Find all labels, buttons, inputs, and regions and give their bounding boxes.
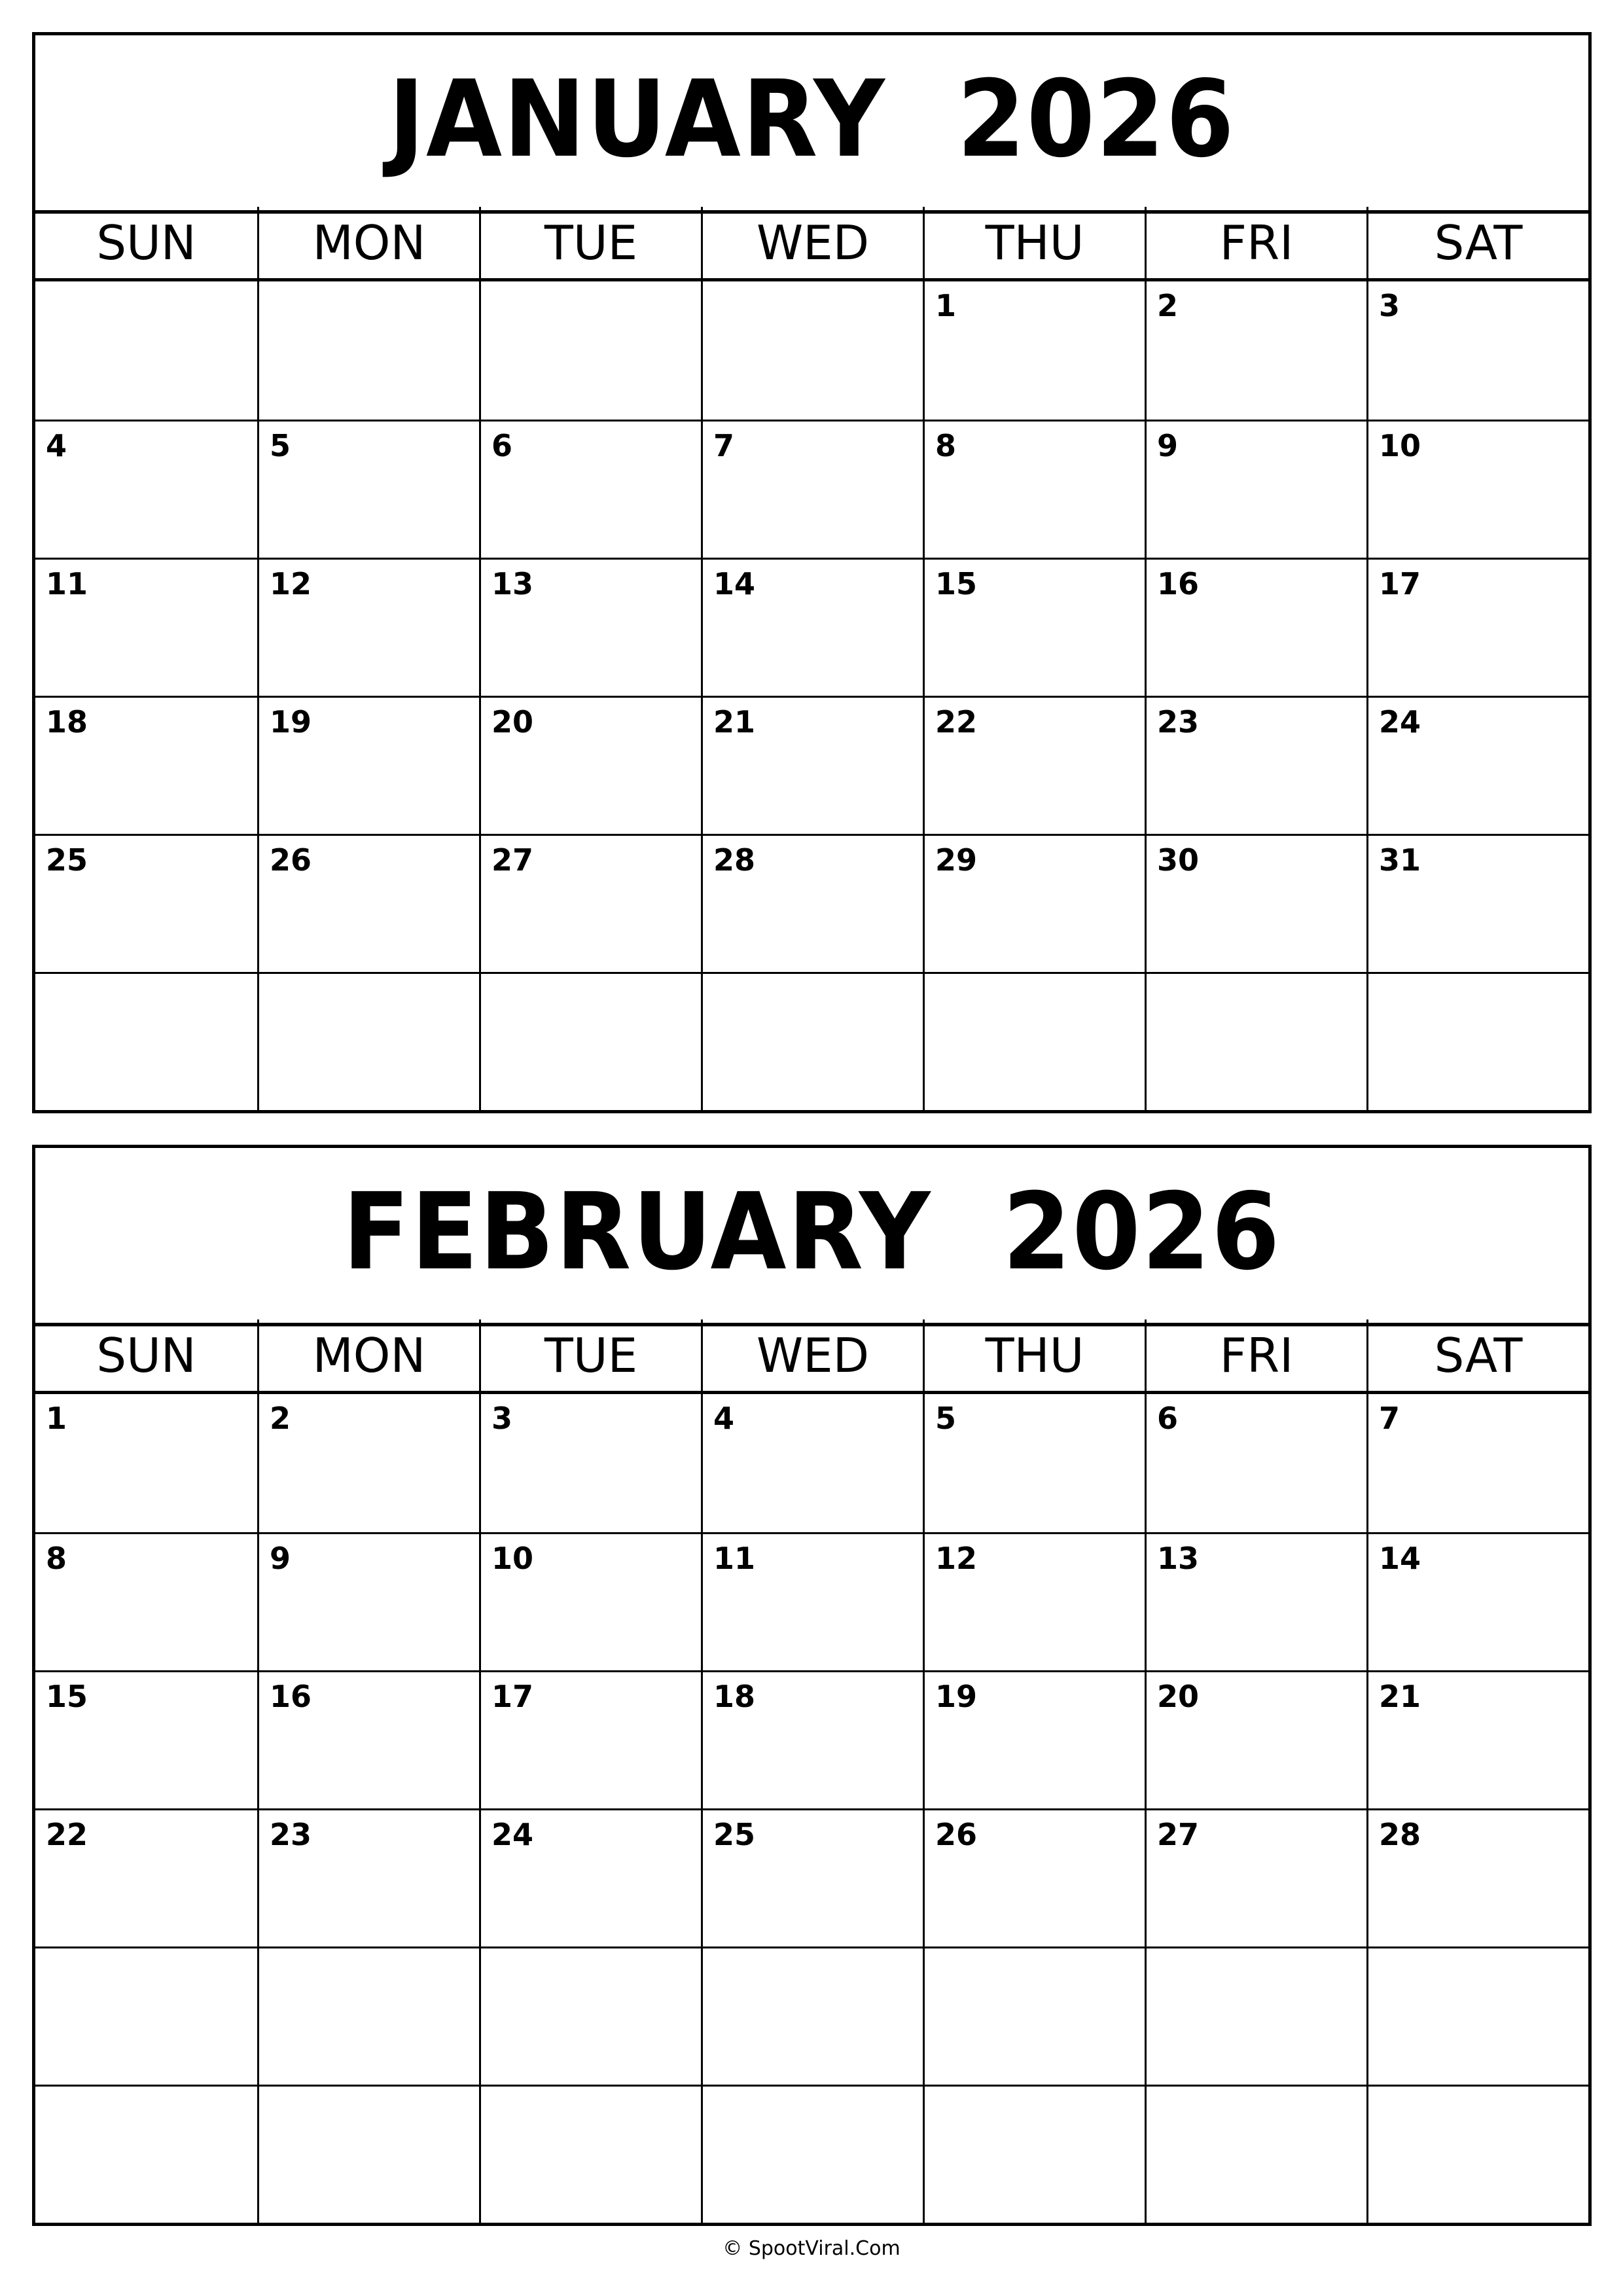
day-cell — [1145, 696, 1366, 834]
day-cell — [257, 834, 479, 972]
day-number: 31 — [1379, 842, 1421, 878]
day-cell — [35, 1394, 257, 1532]
day-cell — [701, 1808, 923, 1946]
day-number: 18 — [46, 704, 88, 740]
day-cell — [257, 420, 479, 558]
day-cell — [923, 420, 1145, 558]
day-number: 7 — [713, 428, 735, 463]
day-cell — [1145, 281, 1366, 420]
day-number: 11 — [713, 1541, 756, 1576]
day-number: 28 — [713, 842, 756, 878]
day-number: 6 — [1157, 1401, 1179, 1436]
day-cell — [35, 2085, 257, 2223]
day-cell — [1366, 1808, 1588, 1946]
day-number: 21 — [1379, 1679, 1421, 1714]
weekday-fri: FRI — [1145, 1319, 1366, 1391]
month-title: JANUARY 2026 — [35, 29, 1588, 214]
weekday-tue: TUE — [479, 1319, 701, 1391]
day-cell — [1145, 1808, 1366, 1946]
day-cell — [257, 281, 479, 420]
day-cell — [1145, 1394, 1366, 1532]
day-cell — [35, 281, 257, 420]
day-cell — [923, 972, 1145, 1110]
month-title: FEBRUARY 2026 — [35, 1141, 1588, 1327]
day-number: 2 — [1157, 288, 1179, 323]
day-number: 27 — [1157, 1817, 1200, 1852]
day-cell — [1145, 2085, 1366, 2223]
day-cell — [35, 558, 257, 696]
day-cell — [701, 1946, 923, 2085]
day-cell — [701, 558, 923, 696]
day-number: 29 — [935, 842, 978, 878]
day-number: 7 — [1379, 1401, 1400, 1436]
day-number: 4 — [46, 428, 67, 463]
day-cell — [1366, 1946, 1588, 2085]
day-number: 27 — [491, 842, 534, 878]
day-number: 17 — [1379, 566, 1421, 601]
day-cell — [923, 696, 1145, 834]
day-number: 23 — [1157, 704, 1200, 740]
day-cell — [1366, 1532, 1588, 1670]
day-number: 8 — [46, 1541, 67, 1576]
day-cell — [1145, 1946, 1366, 2085]
day-number: 19 — [270, 704, 312, 740]
weekday-wed: WED — [701, 1319, 923, 1391]
day-cell — [701, 1670, 923, 1808]
day-grid — [35, 1394, 1588, 2223]
day-number: 2 — [270, 1401, 291, 1436]
day-number: 13 — [491, 566, 534, 601]
day-cell — [1366, 281, 1588, 420]
day-cell — [1145, 972, 1366, 1110]
day-number: 16 — [270, 1679, 312, 1714]
day-cell — [35, 1946, 257, 2085]
day-cell — [923, 281, 1145, 420]
day-number: 22 — [935, 704, 978, 740]
day-number: 26 — [935, 1817, 978, 1852]
day-number: 15 — [46, 1679, 88, 1714]
day-number: 24 — [491, 1817, 534, 1852]
day-cell — [923, 558, 1145, 696]
day-number: 14 — [1379, 1541, 1421, 1576]
day-cell — [479, 1808, 701, 1946]
day-cell — [701, 420, 923, 558]
day-cell — [257, 1808, 479, 1946]
weekday-thu: THU — [923, 207, 1145, 278]
day-cell — [923, 2085, 1145, 2223]
copyright-footer: © SpootViral.Com — [722, 2237, 901, 2260]
day-cell — [35, 834, 257, 972]
day-number: 19 — [935, 1679, 978, 1714]
day-number: 20 — [1157, 1679, 1200, 1714]
day-cell — [923, 1946, 1145, 2085]
day-number: 1 — [46, 1401, 67, 1436]
day-number: 9 — [270, 1541, 291, 1576]
day-cell — [257, 558, 479, 696]
month-calendar-february — [32, 1145, 1592, 2226]
day-number: 17 — [491, 1679, 534, 1714]
day-number: 5 — [270, 428, 291, 463]
day-number: 10 — [1379, 428, 1421, 463]
day-number: 4 — [713, 1401, 735, 1436]
day-number: 11 — [46, 566, 88, 601]
day-cell — [479, 834, 701, 972]
day-cell — [35, 1808, 257, 1946]
day-cell — [701, 972, 923, 1110]
day-number: 1 — [935, 288, 957, 323]
day-cell — [923, 834, 1145, 972]
day-number: 9 — [1157, 428, 1179, 463]
day-cell — [701, 696, 923, 834]
day-cell — [923, 1532, 1145, 1670]
weekday-sun: SUN — [96, 1327, 196, 1383]
day-cell — [479, 1946, 701, 2085]
day-number: 26 — [270, 842, 312, 878]
day-number: 18 — [713, 1679, 756, 1714]
weekday-sun: SUN — [96, 215, 196, 270]
day-number: 28 — [1379, 1817, 1421, 1852]
day-cell — [479, 696, 701, 834]
day-number: 13 — [1157, 1541, 1200, 1576]
day-cell — [257, 1946, 479, 2085]
day-cell — [479, 1532, 701, 1670]
day-cell — [701, 1532, 923, 1670]
day-number: 5 — [935, 1401, 957, 1436]
day-number: 30 — [1157, 842, 1200, 878]
day-cell — [1366, 1394, 1588, 1532]
day-number: 3 — [491, 1401, 513, 1436]
day-cell — [257, 1532, 479, 1670]
day-cell — [923, 1670, 1145, 1808]
day-number: 3 — [1379, 288, 1400, 323]
day-cell — [1366, 558, 1588, 696]
day-cell — [1366, 696, 1588, 834]
day-cell — [479, 1670, 701, 1808]
day-cell — [701, 281, 923, 420]
day-cell — [1366, 2085, 1588, 2223]
day-number: 12 — [270, 566, 312, 601]
day-cell — [1366, 420, 1588, 558]
day-number: 6 — [491, 428, 513, 463]
day-cell — [1366, 1670, 1588, 1808]
day-cell — [35, 1670, 257, 1808]
day-cell — [257, 2085, 479, 2223]
day-number: 10 — [491, 1541, 534, 1576]
day-cell — [257, 696, 479, 834]
day-number: 25 — [713, 1817, 756, 1852]
day-cell — [479, 1394, 701, 1532]
day-cell — [257, 1670, 479, 1808]
weekday-fri: FRI — [1145, 207, 1366, 278]
day-cell — [479, 281, 701, 420]
day-cell — [923, 1394, 1145, 1532]
day-number: 15 — [935, 566, 978, 601]
weekday-mon: MON — [257, 207, 479, 278]
month-calendar-january — [32, 32, 1592, 1113]
day-cell — [1145, 1532, 1366, 1670]
day-number: 14 — [713, 566, 756, 601]
day-number: 8 — [935, 428, 957, 463]
weekday-thu: THU — [923, 1319, 1145, 1391]
day-cell — [701, 834, 923, 972]
weekday-header-row — [35, 207, 1588, 281]
day-cell — [257, 972, 479, 1110]
day-number: 21 — [713, 704, 756, 740]
day-number: 20 — [491, 704, 534, 740]
day-cell — [923, 1808, 1145, 1946]
day-cell — [1145, 558, 1366, 696]
day-cell — [479, 420, 701, 558]
day-cell — [1366, 972, 1588, 1110]
day-number: 12 — [935, 1541, 978, 1576]
day-number: 25 — [46, 842, 88, 878]
day-cell — [35, 420, 257, 558]
weekday-sat: SAT — [1366, 1319, 1588, 1391]
day-number: 23 — [270, 1817, 312, 1852]
day-number: 16 — [1157, 566, 1200, 601]
day-cell — [479, 2085, 701, 2223]
day-cell — [479, 558, 701, 696]
day-grid — [35, 281, 1588, 1110]
weekday-mon: MON — [257, 1319, 479, 1391]
day-cell — [1145, 834, 1366, 972]
day-cell — [479, 972, 701, 1110]
weekday-wed: WED — [701, 207, 923, 278]
weekday-tue: TUE — [479, 207, 701, 278]
weekday-header-row — [35, 1319, 1588, 1394]
day-cell — [1145, 420, 1366, 558]
day-cell — [35, 972, 257, 1110]
day-cell — [701, 1394, 923, 1532]
day-cell — [1366, 834, 1588, 972]
day-cell — [1145, 1670, 1366, 1808]
day-cell — [701, 2085, 923, 2223]
day-cell — [35, 1532, 257, 1670]
day-cell — [35, 696, 257, 834]
day-cell — [257, 1394, 479, 1532]
weekday-sat: SAT — [1366, 207, 1588, 278]
day-number: 22 — [46, 1817, 88, 1852]
day-number: 24 — [1379, 704, 1421, 740]
